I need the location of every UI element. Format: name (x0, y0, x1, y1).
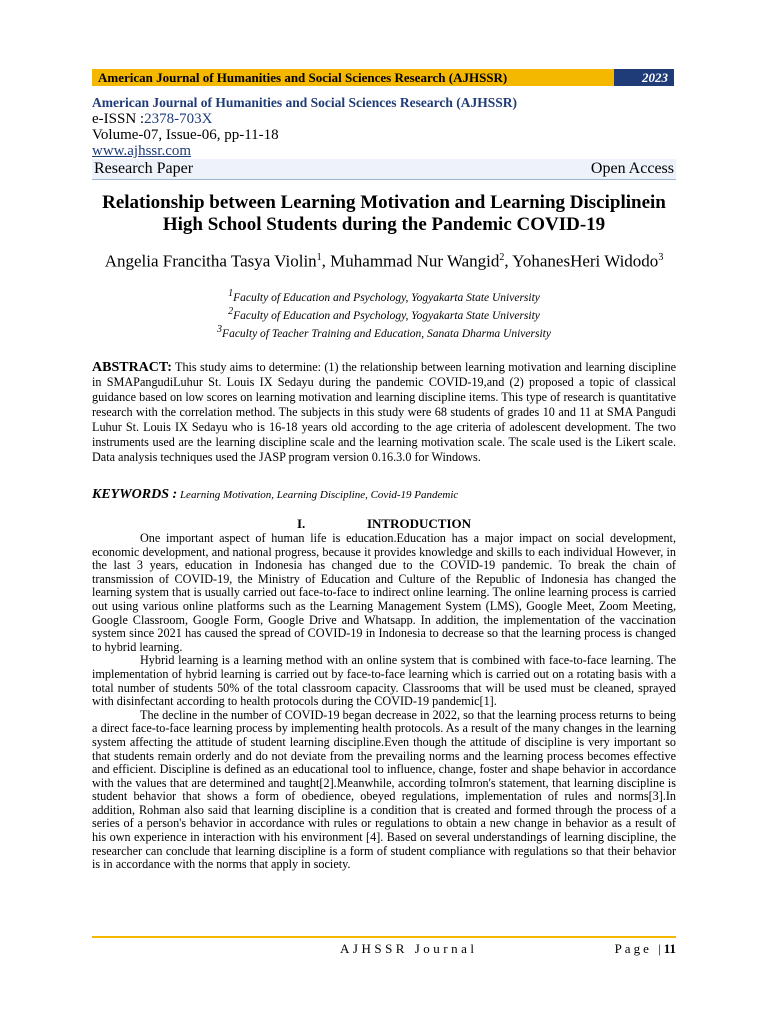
volume-line: Volume-07, Issue-06, pp-11-18 (92, 127, 279, 143)
affiliation-1-text: Faculty of Education and Psychology, Yogyakarta State University (233, 291, 540, 304)
section-number: I. (296, 516, 306, 531)
paper-type: Research Paper (94, 160, 194, 177)
affiliation-1 (92, 287, 676, 305)
issn-label: e-ISSN : (92, 111, 145, 127)
affiliation-3-text: Faculty of Teacher Training and Education, Sanata Dharma University (222, 327, 551, 340)
affiliation-3 (92, 323, 676, 341)
affiliation-1-sup: 1 (228, 288, 234, 299)
section-title: INTRODUCTION (366, 516, 471, 531)
access-type: Open Access (590, 160, 674, 177)
paragraph-3: The decline in the number of COVID-19 began decrease in 2022, so that the learning process returns to being a direct face-to-face learning process by implementing health protocols. As a result of the many changes in the learning system affecting the attitude of student learning discipline.Even though the attitude of discipline is very important so that students remain orderly and do not deviate from the prevailing norms and the learning process becomes effective and efficient. Discipline is defined as an educational tool to influence, change, foster and shape behavior in accordance with the values that are determined and taught[2].Meanwhile, according toImron's statement, that learning discipline is student behavior that shows a form of obedience, obeyed regulations, implementation of rules and norms[3].In addition, Rohman also said that learning discipline is a condition that is created and formed through the process of a series of a person's behavior in accordance with rules or regulations to obtain a new change in behavior as a result of his own experience in interaction with his environment [4]. Based on several understandings of learning discipline, the researcher can conclude that learning discipline is a form of student compliance with regulations so that their behavior is in accordance with the norms that apply in society. (92, 707, 676, 872)
affiliations (92, 287, 676, 340)
author-1-sup: 1 (316, 252, 322, 263)
footer-page (615, 941, 676, 957)
footer-page-label: Page | (614, 941, 664, 956)
paper-title: Relationship between Learning Motivation and Learning Disciplinein High School Students during the Pandemic COVID-19 (102, 192, 666, 235)
introduction-body (92, 532, 676, 872)
affiliation-2-sup: 2 (228, 305, 234, 317)
keywords-label: KEYWORDS : (92, 487, 178, 502)
website-link[interactable]: www.ajhssr.com (92, 143, 192, 159)
footer-rule (92, 936, 676, 938)
footer-page-number: 11 (663, 941, 676, 956)
author-list (92, 248, 676, 272)
author-2-sup: 2 (499, 252, 505, 263)
keywords (92, 487, 676, 503)
issn-line (92, 111, 674, 127)
section-heading (92, 516, 676, 532)
author-1: Angelia Francitha Tasya Violin (104, 251, 317, 271)
affiliation-2 (92, 305, 676, 323)
keywords-text: Learning Motivation, Learning Discipline, Covid-19 Pandemic (177, 489, 459, 501)
affiliation-2-text: Faculty of Education and Psychology, Yogyakarta State University (233, 309, 540, 322)
journal-header (92, 94, 674, 159)
paragraph-1: One important aspect of human life is education.Education has a major impact on social development, economic development, and national progress, because it provides knowledge and skills to each individual However, in the last 3 years, education in Indonesia has changed due to the COVID-19 pandemic. To break the chain of transmission of COVID-19, the Ministry of Education and Culture of the Republic of Indonesia has changed the learning system that is usually carried out face-to-face to indirect online learning. The online learning process is carried out using various online platforms such as the Learning Management System (LMS), Google Meet, Zoom Meeting, Google Classroom, Google Form, Google Drive and Whatsapp. In addition, the implementation of the vaccination system since 2021 has caused the spread of COVID-19 in Indonesia to decrease so that the learning process is changed to hybrid learning. (92, 531, 676, 654)
abstract-text: This study aims to determine: (1) the relationship between learning motivation and learning discipline in SMAPangudiLuhur St. Louis IX Sedayu during the pandemic COVID-19,and (2) proposed a topic of classical guidance based on low scores on learning motivation and learning discipline items. This type of research is quantitative research with the correlation method. The subjects in this study were 68 students of grades 10 and 11 at SMA Pangudi Luhur St. Louis IX Sedayu who is 16-18 years old according to the age criteria of adolescent development. The two instruments used are the learning discipline scale and the learning motivation scale. The scale used is the Likert scale. Data analysis techniques used the JASP program version 0.16.3.0 for Windows. (92, 360, 676, 464)
author-3-sup: 3 (658, 252, 664, 263)
paper-type-bar (92, 159, 676, 180)
banner-journal-name: American Journal of Humanities and Social Sciences Research (AJHSSR) (98, 69, 508, 85)
abstract (92, 360, 676, 465)
journal-title: American Journal of Humanities and Social Sciences Research (AJHSSR) (92, 95, 517, 110)
journal-banner (92, 69, 674, 86)
banner-year: 2023 (614, 69, 674, 86)
paragraph-2: Hybrid learning is a learning method with an online system that is combined with face-to-face learning. The implementation of hybrid learning is carried out by face-to-face learning which is carried out on a rotating basis with a total number of students 50% of the total classroom capacity. Classrooms that will be used must be cleaned, sprayed with disinfectant according to health protocols during the COVID-19 pandemic[1]. (92, 653, 676, 709)
author-2: , Muhammad Nur Wangid (321, 251, 500, 271)
abstract-label: ABSTRACT: (92, 360, 172, 375)
footer-journal: AJHSSR Journal (340, 941, 478, 956)
author-3: , YohanesHeri Widodo (504, 251, 659, 271)
issn-value: 2378-703X (144, 111, 213, 127)
affiliation-3-sup: 3 (217, 323, 223, 335)
